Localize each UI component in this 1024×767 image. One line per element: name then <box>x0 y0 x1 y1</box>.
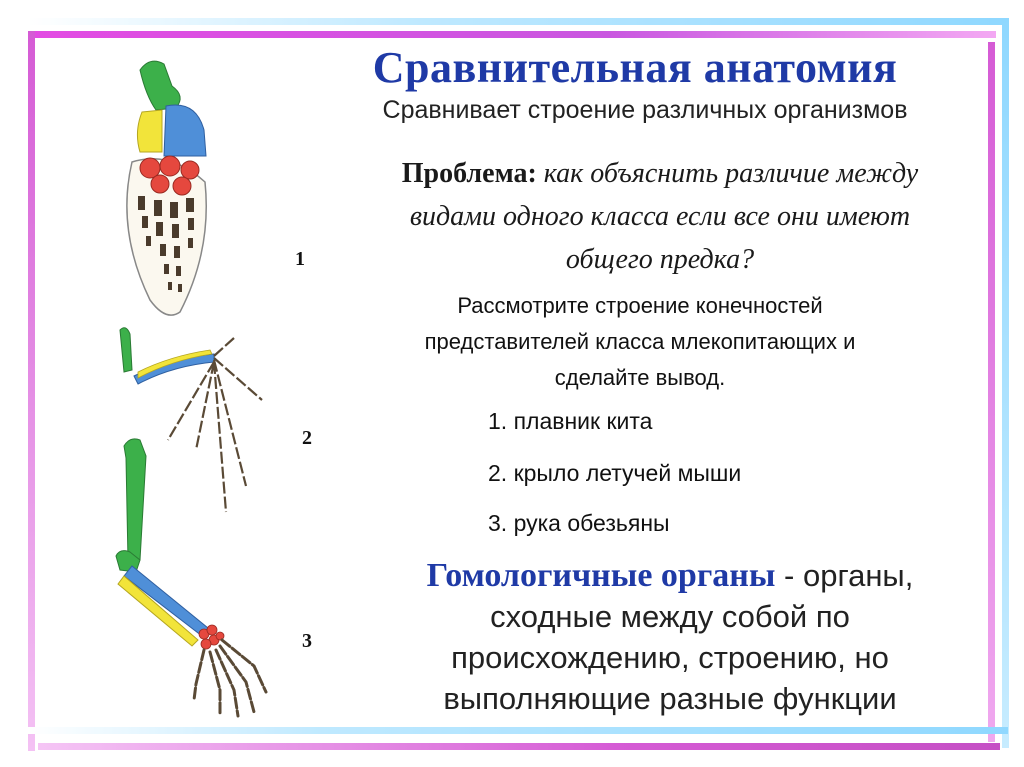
list-item: 1. плавник кита <box>488 408 653 434</box>
page-title: Сравнительная анатомия <box>372 43 898 92</box>
figure-number-3: 3 <box>302 630 312 652</box>
figure-number-1: 1 <box>295 248 305 270</box>
problem-label: Проблема: <box>401 158 537 189</box>
page-subtitle: Сравнивает строение различных организмов <box>382 96 908 124</box>
instruction-text: Рассмотрите строение конечностей представителей класса млекопитающих и сделайте вывод. <box>424 293 856 390</box>
frame-right-magenta <box>988 42 995 742</box>
problem-block <box>370 152 950 281</box>
definition-term: Гомологичные органы <box>426 557 776 594</box>
definition-block <box>400 555 940 719</box>
list-item: 2. крыло летучей мыши <box>488 460 742 486</box>
problem-text: как объяснить различие между видами одного класса если все они имеют общего предка? <box>409 158 919 275</box>
definition-dash: - <box>784 558 795 593</box>
figure-number-2: 2 <box>302 427 312 449</box>
frame-right-cyan <box>1002 18 1009 748</box>
limb-illustrations <box>0 0 330 767</box>
list-item: 3. рука обезьяны <box>488 510 670 536</box>
whale-flipper-figure <box>127 61 206 315</box>
definition-text: органы, сходные между собой по происхождению, строению, но выполняющие разные функции <box>443 558 914 716</box>
